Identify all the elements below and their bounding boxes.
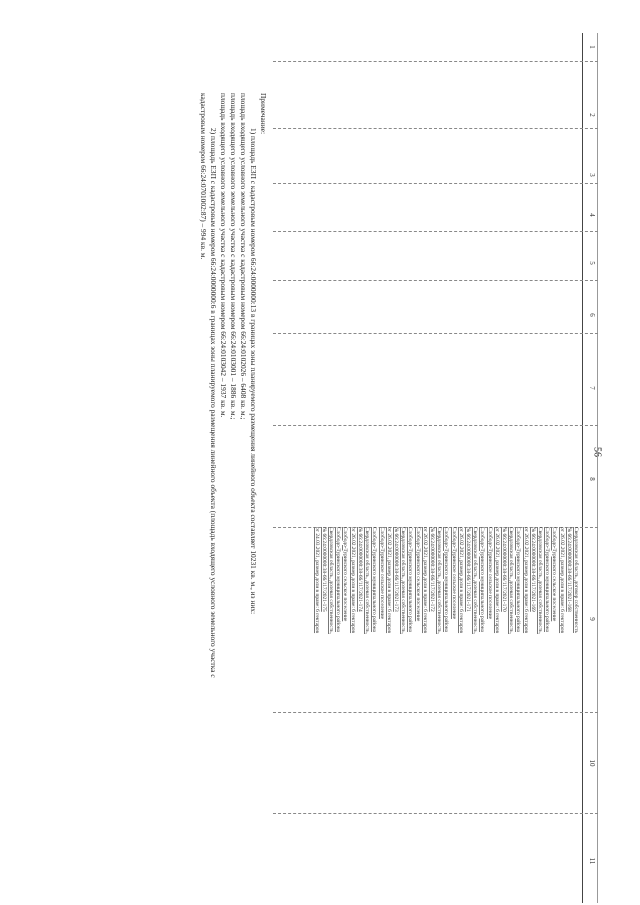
ownership-record-line: от 26.02.2021, размер доли в праве: 6 гектаров [385,527,392,634]
ownership-record-line: Свердловская область, долевая собственность, [364,527,371,634]
column-number: 2 [588,113,596,117]
ownership-record-line: Свердловская область, долевая собственность, [436,527,443,634]
table-header-border [582,33,583,903]
ownership-record-line: № 66:24:0000000:38-66/117/2021-171 [464,527,471,612]
note-line: площадь входящего условного земельного участка с кадастровым номером 66:24:0102026 – 6408 кв. м.; [239,93,248,420]
column-number: 5 [588,261,596,265]
column-divider [273,712,598,713]
column-number: 11 [588,857,596,865]
ownership-record-line: Слободо-Туринского муниципального района [335,527,342,632]
ownership-record-line: Слободо-Туринское сельское поселение [450,527,457,619]
column-divider [273,425,598,426]
note-line: площадь входящего условного земельного участка с кадастровым номером 66:24:0103001 – 1886 кв. м.; [229,93,238,420]
ownership-record-line: № 66:24:0000000:38-66/117/2021-174 [356,527,363,612]
ownership-record-line: № 66:24:0000000:38-66/117/2021-173 [392,527,399,612]
page-number: 56 [591,447,603,457]
ownership-record-line: № 66:24:0000000:38-66/117/2021-175 [320,527,327,612]
ownership-record-line: Свердловская область, договор собственность [573,527,579,633]
note-line: кадастровым номером 66:24:0701002:87) – 994 кв. м. [199,93,208,260]
column-number: 7 [588,386,596,390]
ownership-record-line: Свердловская область, долевая собственность, [536,527,543,634]
ownership-record-line: Слободо-Туринского муниципального района [371,527,378,632]
ownership-record-line: от 26.02.2021, размер доли в праве: 6 гектаров [493,527,500,634]
note-line: 1) площадь ЕЗП с кадастровым номером 66:24:0000000:13 в границах зоны планируемого размещения линейного объекта составляет 10231 кв. м., из них: [249,128,258,615]
ownership-record-line: от 24.03.2021, размер доли в праве: 6 гектаров [313,527,320,634]
column-number: 3 [588,173,596,177]
column-number: 1 [588,45,596,49]
column-divider [273,280,598,281]
ownership-record-line: Слободо-Туринское сельское поселение [486,527,493,619]
ownership-record-line: Слободо-Туринское сельское поселение [378,527,385,619]
ownership-record-line: Слободо-Туринского сельское поселение [342,527,349,622]
column-number: 4 [588,213,596,217]
ownership-record-line: от 26.02.2021, размер доли в праве: 6 гектаров [558,527,565,634]
ownership-record-line: от 26.02.2021, размер доли в праве: 6 гектаров [522,527,529,634]
ownership-record-line: Слободо-Туринского муниципального района [544,527,551,632]
ownership-record-line: от 26.02.2021, размер доли в праве: 6 гектаров [421,527,428,634]
column-divider [273,61,598,62]
ownership-record-line: Слободо-Туринского муниципального района [515,527,522,632]
ownership-record-line: № 66:24:0000000:38-66/117/2021-170 [500,527,507,612]
column-number: 10 [588,759,596,767]
notes-section [198,93,268,903]
ownership-record-line: Слободо-Туринского сельское поселение [414,527,421,622]
column-divider [273,333,598,334]
notes-heading: Примечание: [259,93,268,135]
note-line: площадь входящего условного земельного участка с кадастровым номером 66:24:0103042 – 1937 кв. м. [219,93,228,418]
ownership-record-line: № 66:24:0000000:38-66/117/2021-172 [428,527,435,612]
column-number: 9 [588,617,596,621]
rotated-page-content [0,33,598,903]
ownership-record-line: Слободо-Туринского сельское поселение [551,527,558,622]
ownership-record-line: Слободо-Туринского муниципального района [479,527,486,632]
ownership-record-line: № 66:24:0000000:38-66/117/2021-168 [565,527,572,612]
column-number: 8 [588,477,596,481]
column-divider [273,813,598,814]
ownership-record-line: Свердловская область, долевая собственность, [328,527,335,634]
ownership-record-line: № 66:24:0000000:38-66/117/2021-169 [529,527,536,612]
ownership-record-line: Слободо-Туринского муниципального района [407,527,414,632]
ownership-record-line: Свердловская область, долевая собственность, [472,527,479,634]
ownership-record-line: Свердловская область, долевая собственность, [508,527,515,634]
column-number: 6 [588,313,596,317]
column-divider [273,231,598,232]
ownership-record-line: Слободо-Туринского муниципального района [443,527,450,632]
column-divider [273,183,598,184]
ownership-rights-cell [312,527,579,712]
note-line: 2) площадь ЕЗП с кадастровым номером 66:24:0000000:6 в границах зоны планируемого размещения линейного объекта (площадь входящего условного земельного участка с [209,128,218,678]
land-plots-table [273,33,598,903]
ownership-record-line: от 26.02.2021, размер доли в праве: 6 гектаров [349,527,356,634]
column-divider [273,128,598,129]
table-top-border [597,33,598,903]
ownership-record-line: Свердловская область, долевая собственность, [400,527,407,634]
ownership-record-line: от 26.02.2021, размер доли в праве: 6 гектаров [457,527,464,634]
